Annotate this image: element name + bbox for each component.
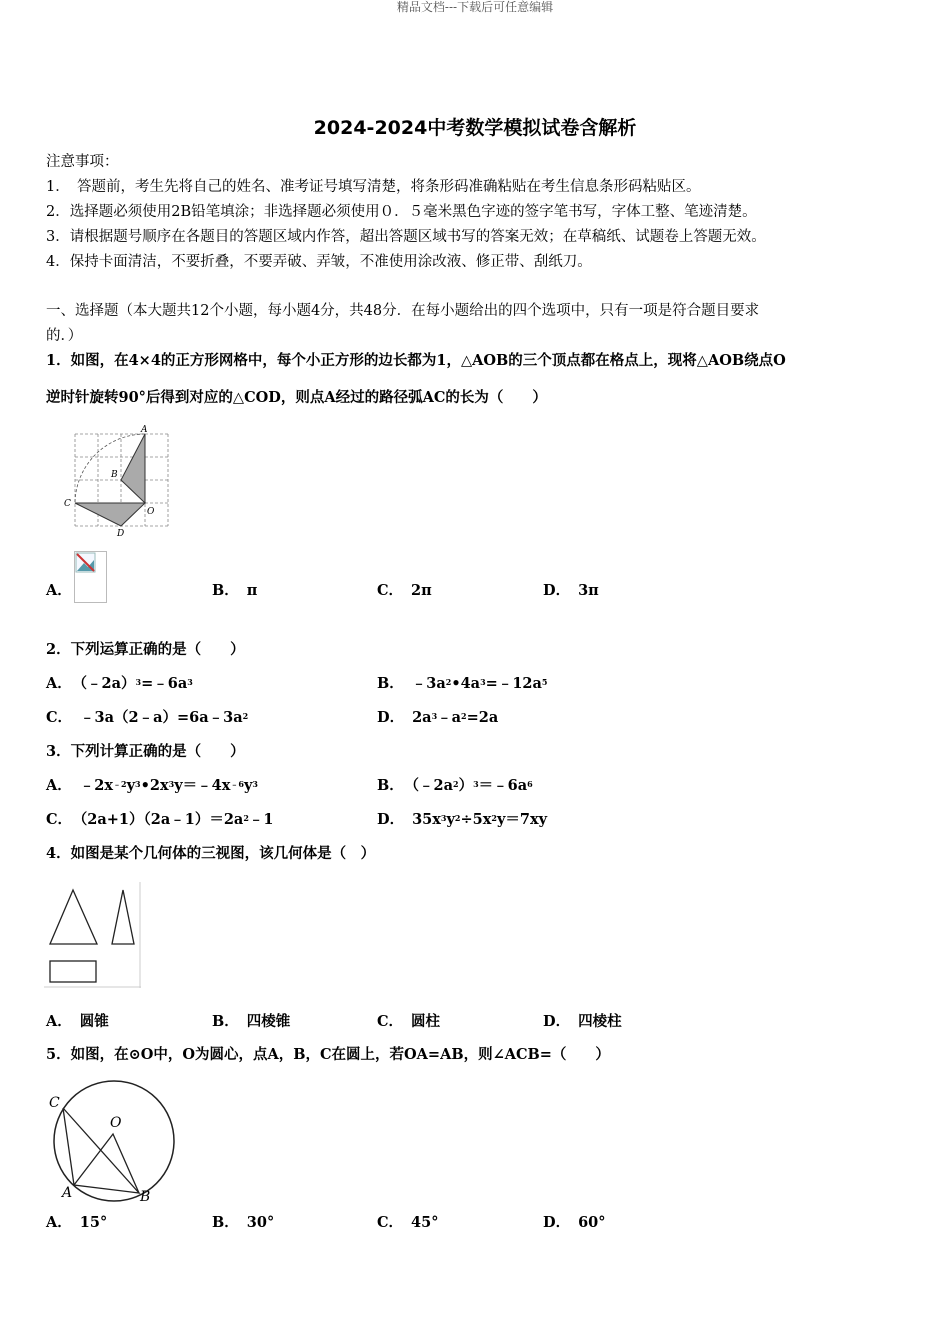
point-label-o: O [110, 1115, 122, 1131]
notice-item: 4．保持卡面清洁，不要折叠，不要弄破、弄皱，不准使用涂改液、修正带、刮纸刀。 [46, 254, 592, 270]
point-label-d: D [117, 529, 125, 539]
q5-option-c[interactable]: C． 45° [377, 1214, 439, 1231]
notice-heading: 注意事项： [46, 154, 119, 170]
notice-item: 3．请根据题号顺序在各题目的答题区域内作答，超出答题区域书写的答案无效；在草稿纸、试题卷上答题无效。 [46, 229, 766, 245]
q3-option-a[interactable]: A． $﹣2x^{﹣2}y^3•2x^3y=﹣4x^{﹣6}y^3$ [46, 777, 258, 794]
q5-option-a[interactable]: A． 15° [46, 1214, 108, 1231]
point-label-o: O [147, 507, 155, 517]
q5-circle-figure [44, 1075, 176, 1203]
point-label-b: B [140, 1189, 151, 1203]
watermark: 精品文档---下载后可任意编辑 [396, 0, 554, 14]
q3-option-c[interactable]: C． $(2a+1)(2a﹣1)=2a^2﹣1$ [46, 811, 274, 828]
side-view-triangle [112, 890, 134, 944]
q4-option-a[interactable]: A． 圆锥 [46, 1013, 109, 1030]
q5-option-b[interactable]: B． 30° [212, 1214, 275, 1231]
notice-item: 2．选择题必须使用2B铅笔填涂；非选择题必须使用０．５毫米黑色字迹的签字笔书写，字体工整、笔迹清楚。 [46, 204, 757, 220]
q1-stem: 1．如图，在4×4的正方形网格中，每个小正方形的边长都为1，△AOB的三个顶点都在格点上，现将△AOB绕点O [46, 352, 786, 369]
section-heading-cont: 的．） [46, 328, 83, 344]
page-title: 2024-2024中考数学模拟试卷含解析 [313, 117, 637, 139]
q4-three-views-figure [44, 882, 141, 988]
circle-o [54, 1081, 174, 1201]
q1-option-b[interactable]: B． π [212, 582, 258, 599]
point-label-c: C [64, 499, 71, 509]
top-view-rectangle [50, 961, 96, 982]
q2-stem: 2．下列运算正确的是（ ） [46, 641, 245, 658]
broken-image-icon [74, 551, 107, 603]
q2-option-d[interactable]: D． $2a^3﹣a^2=2a$ [377, 709, 499, 726]
point-label-b: B [111, 470, 118, 480]
q2-option-c[interactable]: C． $﹣3a(2﹣a)=6a﹣3a^2$ [46, 709, 249, 726]
q1-option-a[interactable]: A． [46, 582, 72, 599]
point-label-a: A [141, 425, 148, 435]
section-heading: 一、选择题（本大题共12个小题，每小题4分，共48分．在每小题给出的四个选项中，只有一项是符合题目要求 [46, 303, 760, 319]
q1-option-d[interactable]: D． 3π [543, 582, 599, 599]
q3-option-b[interactable]: B． $(﹣2a^2)^3=﹣6a^6$ [377, 777, 533, 794]
q2-option-a[interactable]: A． $(﹣2a)^3=﹣6a^3$ [46, 675, 193, 692]
q1-option-c[interactable]: C． 2π [377, 582, 432, 599]
q2-option-b[interactable]: B． $﹣3a^2•4a^3=﹣12a^5$ [377, 675, 548, 692]
q4-option-d[interactable]: D． 四棱柱 [543, 1013, 622, 1030]
q1-stem-cont: 逆时针旋转90°后得到对应的△COD，则点A经过的路径弧AC的长为（ ） [46, 389, 547, 406]
triangle-aob [121, 434, 145, 503]
triangle-cod [75, 503, 145, 526]
q3-option-d[interactable]: D． $35x^3y^2\div 5x^2y=7xy$ [377, 811, 548, 828]
q4-option-c[interactable]: C． 圆柱 [377, 1013, 441, 1030]
segments-oa-ob [74, 1134, 139, 1193]
q5-option-d[interactable]: D． 60° [543, 1214, 606, 1231]
point-label-a: A [62, 1185, 73, 1201]
q5-stem: 5．如图，在⊙O中，O为圆心，点A，B，C在圆上，若OA=AB，则∠ACB=（ ） [46, 1046, 610, 1063]
front-view-triangle [50, 890, 97, 944]
q4-option-b[interactable]: B． 四棱锥 [212, 1013, 291, 1030]
q3-stem: 3．下列计算正确的是（ ） [46, 743, 245, 760]
point-label-c: C [49, 1095, 60, 1111]
q1-grid-figure [60, 422, 175, 542]
notice-item: 1． 答题前，考生先将自己的姓名、准考证号填写清楚，将条形码准确粘贴在考生信息条形码粘贴区。 [46, 179, 701, 195]
q4-stem: 4．如图是某个几何体的三视图，该几何体是（ ） [46, 845, 376, 862]
